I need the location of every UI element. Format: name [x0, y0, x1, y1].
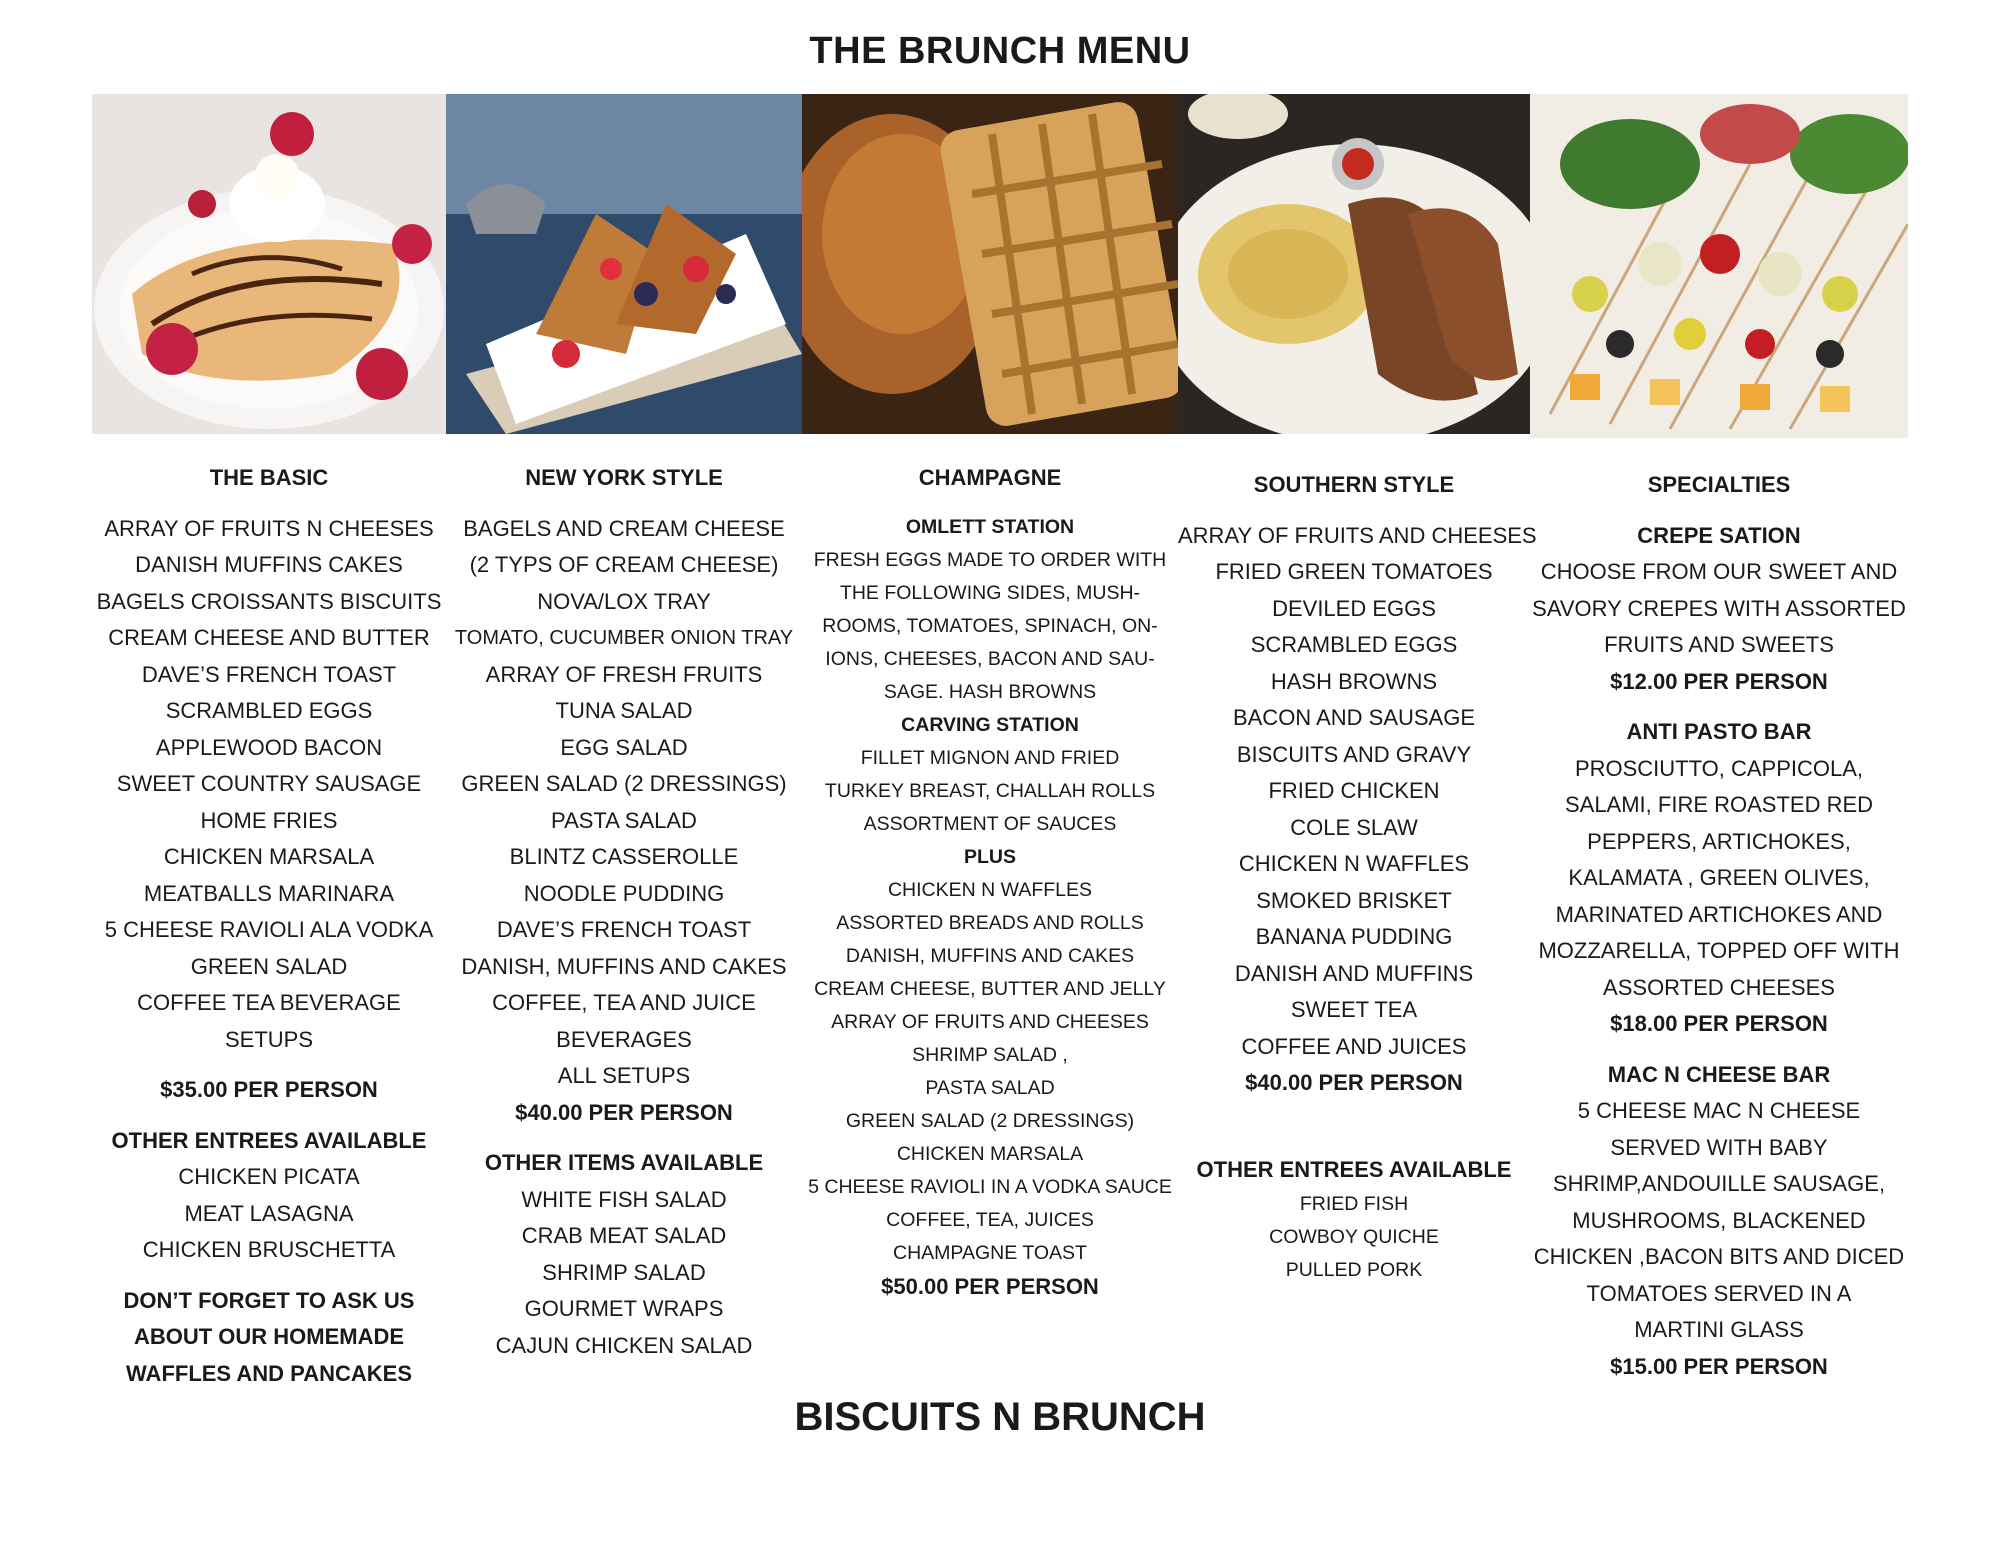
southern-item: FRIED GREEN TOMATOES: [1215, 559, 1493, 584]
southern-heading: SOUTHERN STYLE: [1253, 472, 1455, 497]
new-york-price: $40.00 PER PERSON: [515, 1099, 733, 1125]
southern-plate-photo: [1178, 94, 1530, 434]
basic-item: BAGELS CROISSANTS BISCUITS: [96, 588, 442, 614]
specialties-column: [1530, 467, 1908, 1385]
plus-line: CREAM CHEESE, BUTTER AND JELLY: [814, 977, 1166, 1000]
mac-heading: MAC N CHEESE BAR: [1607, 1061, 1831, 1087]
new-york-item: DANISH, MUFFINS AND CAKES: [461, 953, 787, 979]
brand-footer: BISCUITS N BRUNCH: [794, 1395, 1206, 1439]
basic-item: COFFEE TEA BEVERAGE: [137, 990, 401, 1015]
omelet-line: FRESH EGGS MADE TO ORDER WITH: [813, 548, 1167, 571]
champagne-column: [802, 460, 1178, 1303]
new-york-item: BEVERAGES: [556, 1026, 692, 1052]
omelet-heading: OMLETT STATION: [905, 515, 1075, 538]
basic-item: 5 CHEESE RAVIOLI ALA VODKA: [104, 917, 434, 942]
new-york-item: ALL SETUPS: [557, 1063, 691, 1088]
southern-item: BISCUITS AND GRAVY: [1236, 741, 1472, 767]
southern-other-heading: OTHER ENTREES AVAILABLE: [1196, 1156, 1512, 1182]
new-york-item: BAGELS AND CREAM CHEESE: [463, 515, 785, 541]
new-york-heading: NEW YORK STYLE: [525, 465, 723, 490]
crepe-price: $12.00 PER PERSON: [1610, 668, 1828, 694]
omelet-line: SAGE. HASH BROWNS: [883, 680, 1097, 703]
new-york-other-heading: OTHER ITEMS AVAILABLE: [484, 1150, 764, 1175]
southern-other-item: PULLED PORK: [1285, 1259, 1423, 1281]
specialties-heading: SPECIALTIES: [1647, 472, 1791, 497]
plus-line: GREEN SALAD (2 DRESSINGS): [845, 1109, 1135, 1132]
mac-price: $15.00 PER PERSON: [1610, 1353, 1828, 1379]
southern-other-list: [1178, 1188, 1530, 1287]
basic-item: CHICKEN MARSALA: [163, 844, 375, 869]
plus-line: SHRIMP SALAD ,: [912, 1043, 1068, 1066]
crepe-heading: CREPE SATION: [1637, 522, 1801, 548]
plus-line: ASSORTED BREADS AND ROLLS: [836, 911, 1144, 934]
plus-line: 5 CHEESE RAVIOLI IN A VODKA SAUCE: [808, 1175, 1172, 1198]
basic-item: DANISH MUFFINS CAKES: [135, 552, 403, 577]
antipasto-line: ASSORTED CHEESES: [1603, 974, 1835, 1000]
southern-item: FRIED CHICKEN: [1268, 778, 1440, 803]
new-york-item: NOODLE PUDDING: [523, 880, 725, 906]
mac-line: MUSHROOMS, BLACKENED: [1572, 1207, 1866, 1233]
southern-item: BACON AND SAUSAGE: [1232, 705, 1476, 730]
carving-heading: CARVING STATION: [901, 713, 1079, 736]
mac-line: SHRIMP,ANDOUILLE SAUSAGE,: [1552, 1171, 1886, 1196]
basic-item: DAVE’S FRENCH TOAST: [141, 661, 397, 687]
champagne-price: $50.00 PER PERSON: [881, 1273, 1099, 1299]
southern-item: SMOKED BRISKET: [1256, 887, 1452, 913]
new-york-item: NOVA/LOX TRAY: [537, 588, 711, 614]
antipasto-line: MARINATED ARTICHOKES AND: [1555, 901, 1883, 927]
basic-note: WAFFLES AND PANCAKES: [126, 1360, 412, 1386]
basic-column: [92, 460, 446, 1392]
crepe-line: FRUITS AND SWEETS: [1604, 632, 1834, 657]
page-title: THE BRUNCH MENU: [809, 30, 1191, 72]
new-york-item: DAVE’S FRENCH TOAST: [496, 917, 752, 942]
southern-item: SWEET TEA: [1290, 997, 1418, 1022]
southern-item: ARRAY OF FRUITS AND CHEESES: [1178, 522, 1537, 548]
new-york-item: ARRAY OF FRESH FRUITS: [485, 661, 763, 687]
southern-column: [1178, 467, 1537, 1287]
southern-item: DANISH AND MUFFINS: [1234, 960, 1474, 986]
basic-other-item: CHICKEN BRUSCHETTA: [142, 1237, 396, 1262]
basic-other-heading: OTHER ENTREES AVAILABLE: [111, 1127, 427, 1153]
basic-item: GREEN SALAD: [190, 953, 348, 979]
new-york-item: PASTA SALAD: [551, 807, 697, 833]
antipasto-price: $18.00 PER PERSON: [1610, 1011, 1828, 1036]
basic-other-item: MEAT LASAGNA: [184, 1200, 354, 1226]
mac-line: MARTINI GLASS: [1634, 1317, 1804, 1342]
antipasto-line: KALAMATA , GREEN OLIVES,: [1568, 865, 1870, 890]
omelet-line: THE FOLLOWING SIDES, MUSH-: [839, 581, 1141, 604]
basic-note: DON’T FORGET TO ASK US: [123, 1287, 415, 1313]
omelet-line: ROOMS, TOMATOES, SPINACH, ON-: [822, 614, 1158, 637]
southern-item: COLE SLAW: [1290, 814, 1418, 840]
antipasto-line: PROSCIUTTO, CAPPICOLA,: [1574, 755, 1864, 781]
plus-line: CHICKEN MARSALA: [896, 1142, 1084, 1165]
plus-line: COFFEE, TEA, JUICES: [886, 1208, 1094, 1231]
basic-item: CREAM CHEESE AND BUTTER: [108, 625, 430, 650]
carving-line: FILLET MIGNON AND FRIED: [860, 746, 1120, 769]
southern-price: $40.00 PER PERSON: [1245, 1070, 1463, 1095]
new-york-other-item: CAJUN CHICKEN SALAD: [495, 1332, 753, 1358]
new-york-column: [446, 460, 802, 1364]
mac-line: TOMATOES SERVED IN A: [1586, 1280, 1852, 1306]
new-york-item: GREEN SALAD (2 DRESSINGS): [461, 771, 787, 796]
basic-item: SCRAMBLED EGGS: [165, 698, 373, 723]
antipasto-line: PEPPERS, ARTICHOKES,: [1587, 828, 1851, 854]
new-york-other-item: GOURMET WRAPS: [524, 1296, 724, 1321]
antipasto-line: SALAMI, FIRE ROASTED RED: [1564, 792, 1874, 817]
mac-line: SERVED WITH BABY: [1610, 1134, 1828, 1160]
southern-other-item: COWBOY QUICHE: [1269, 1226, 1439, 1248]
southern-other-item: FRIED FISH: [1299, 1193, 1409, 1215]
plus-heading: PLUS: [963, 845, 1016, 868]
new-york-other-item: WHITE FISH SALAD: [521, 1186, 727, 1212]
southern-item: CHICKEN N WAFFLES: [1238, 851, 1470, 876]
new-york-item: BLINTZ CASSEROLLE: [509, 844, 739, 869]
crepes-photo: [92, 94, 446, 434]
new-york-item: TOMATO, CUCUMBER ONION TRAY: [454, 627, 794, 649]
crepe-line: CHOOSE FROM OUR SWEET AND: [1540, 559, 1898, 584]
plus-line: CHICKEN N WAFFLES: [887, 878, 1093, 901]
southern-item: BANANA PUDDING: [1255, 924, 1453, 949]
chicken-waffles-photo: [802, 94, 1178, 434]
mac-line: CHICKEN ,BACON BITS AND DICED: [1533, 1244, 1905, 1269]
southern-item: COFFEE AND JUICES: [1241, 1033, 1467, 1059]
southern-item: SCRAMBLED EGGS: [1250, 632, 1458, 657]
carving-line: TURKEY BREAST, CHALLAH ROLLS: [824, 779, 1156, 802]
basic-other-item: CHICKEN PICATA: [178, 1164, 360, 1189]
southern-item: DEVILED EGGS: [1272, 595, 1436, 621]
antipasto-heading: ANTI PASTO BAR: [1626, 719, 1812, 744]
plus-line: DANISH, MUFFINS AND CAKES: [845, 944, 1135, 967]
plus-line: PASTA SALAD: [925, 1076, 1055, 1099]
carving-line: ASSORTMENT OF SAUCES: [863, 812, 1117, 835]
basic-heading: THE BASIC: [209, 465, 329, 490]
crepe-line: SAVORY CREPES WITH ASSORTED: [1532, 595, 1906, 621]
basic-item: ARRAY OF FRUITS N CHEESES: [104, 515, 434, 541]
basic-item: APPLEWOOD BACON: [155, 734, 383, 760]
new-york-item: (2 TYPS OF CREAM CHEESE): [469, 552, 779, 577]
antipasto-line: MOZZARELLA, TOPPED OFF WITH: [1538, 938, 1900, 963]
basic-item: SETUPS: [224, 1026, 314, 1052]
plus-line: CHAMPAGNE TOAST: [893, 1241, 1087, 1264]
new-york-item: COFFEE, TEA AND JUICE: [492, 990, 756, 1015]
basic-note: ABOUT OUR HOMEMADE: [133, 1324, 405, 1349]
new-york-item: EGG SALAD: [560, 734, 688, 760]
omelet-line: IONS, CHEESES, BACON AND SAU-: [825, 647, 1155, 670]
french-toast-photo: [446, 94, 802, 434]
antipasto-photo: [1530, 94, 1908, 438]
southern-item: HASH BROWNS: [1270, 668, 1438, 694]
new-york-other-item: CRAB MEAT SALAD: [521, 1223, 727, 1248]
basic-price: $35.00 PER PERSON: [160, 1077, 378, 1102]
mac-line: 5 CHEESE MAC N CHEESE: [1577, 1098, 1861, 1123]
basic-item: HOME FRIES: [200, 807, 338, 833]
plus-line: ARRAY OF FRUITS AND CHEESES: [831, 1010, 1149, 1033]
champagne-heading: CHAMPAGNE: [918, 465, 1062, 490]
basic-item: MEATBALLS MARINARA: [143, 880, 395, 906]
basic-item: SWEET COUNTRY SAUSAGE: [116, 771, 422, 796]
new-york-other-item: SHRIMP SALAD: [542, 1259, 706, 1285]
new-york-item: TUNA SALAD: [555, 698, 693, 723]
